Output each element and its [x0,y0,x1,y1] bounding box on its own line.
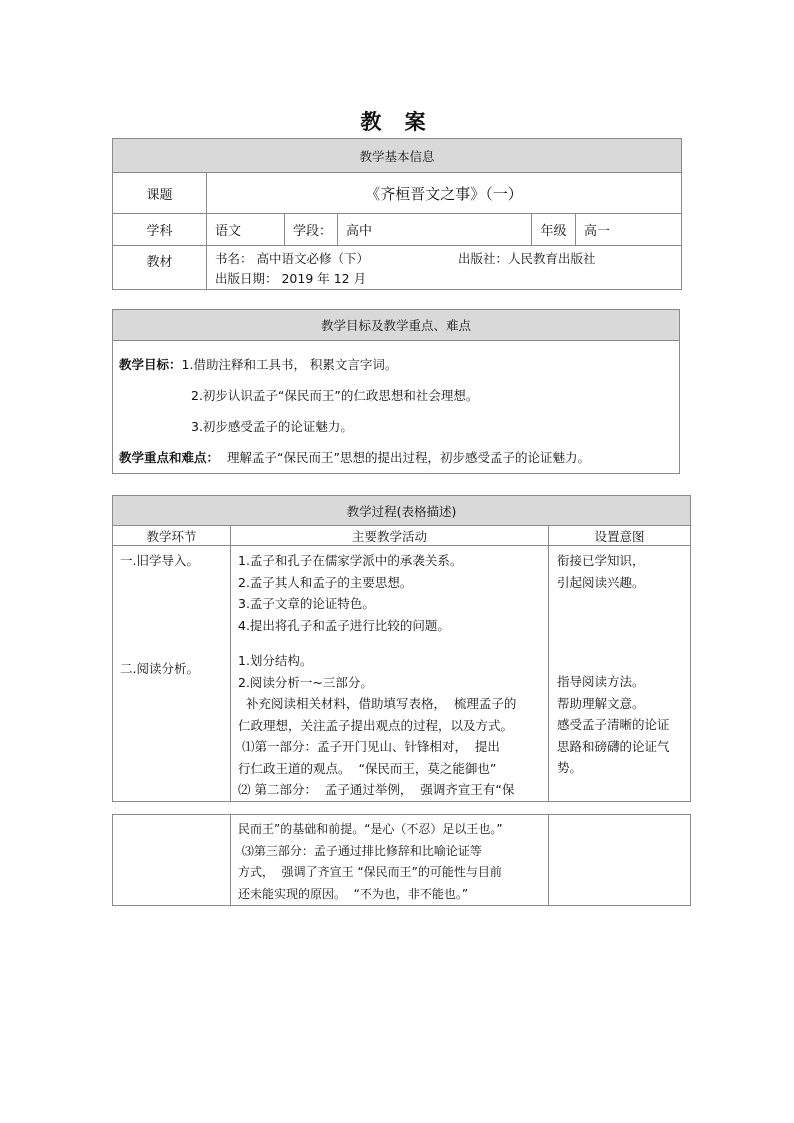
activity-line: 4.提出将孔子和孟子进行比较的问题。 [238,617,450,633]
activity-line: ⑶第三部分：孟子通过排比修辞和比喻论证等 [238,843,482,858]
activity-line: 3.孟子文章的论证特色。 [238,596,375,611]
stage-cell [113,546,231,802]
subject-value: 语文 [207,214,285,246]
col-intent-header: 设置意图 [549,526,691,546]
intent-line: 指导阅读方法。 [557,674,645,689]
basic-info-header: 教学基本信息 [113,139,682,173]
goal-1: 1.借助注释和工具书， 积累文言字词。 [181,357,398,372]
stage-value: 高中 [338,214,532,246]
continued-activities [238,819,548,905]
pub-date: 出版日期： 2019 年 12 月 [215,271,367,286]
page-title: 教 案 [360,110,434,134]
col-activity-header: 主要教学活动 [231,526,549,546]
goals-label: 教学目标： [119,357,182,372]
activities-2 [238,650,548,801]
activity-line: 补充阅读相关材料，借助填写表格， 梳理孟子的 [238,696,517,711]
intent-1 [557,550,690,593]
intent-line: 引起阅读兴趣。 [557,574,645,590]
activity-line: 2.阅读分析一~三部分。 [238,674,373,690]
continued-activity-cell [231,815,549,906]
topic-value: 《齐桓晋文之事》（一） [207,173,682,214]
intent-2 [557,671,690,779]
activities-1 [238,550,548,636]
process-table [112,495,691,802]
publisher: 出版社：人民教育出版社 [458,251,596,266]
activity-line: 民而王”的基础和前提。“是心（不忍）足以王也。” [238,822,503,836]
goal-2: 2.初步认识孟子“保民而王”的仁政思想和社会理想。 [191,388,479,403]
continued-stage-cell [113,815,231,906]
activity-line: 2.孟子其人和孟子的主要思想。 [238,574,413,590]
activity-line: ⑵ 第二部分： 孟子通过举例， 强调齐宣王有“保 [238,782,515,797]
activity-line: 还未能实现的原因。 “不为也，非不能也。” [238,886,469,901]
focus-text: 理解孟子“保民而王”思想的提出过程，初步感受孟子的论证魅力。 [227,450,590,465]
objectives-table [112,309,680,474]
intent-cell [549,546,691,802]
intent-line: 帮助理解文意。 [557,695,645,711]
subject-label: 学科 [113,214,207,246]
process-header: 教学过程(表格描述) [113,496,691,526]
topic-label: 课题 [113,173,207,214]
intent-line: 思路和磅礴的论证气 [557,738,670,754]
activity-line: ⑴第一部分：孟子开门见山、针锋相对， 提出 [238,739,500,754]
grade-label: 年级 [532,214,576,246]
activity-line: 行仁政王道的观点。 “保民而王，莫之能御也” [238,760,497,776]
process-continued-table [112,814,691,906]
activity-line: 方式， 强调了齐宣王 “保民而王”的可能性与目前 [238,865,502,879]
grade-value: 高一 [576,214,682,246]
activity-line: 仁政理想，关注孟子提出观点的过程，以及方式。 [238,717,514,733]
objectives-body [113,341,680,474]
objectives-header: 教学目标及教学重点、难点 [113,310,680,341]
intent-line: 势。 [557,760,583,775]
intent-line: 衔接已学知识， [557,553,645,568]
basic-info-table [112,138,682,290]
stage-1: 一.旧学导入。 [120,553,199,568]
stage-label: 学段： [285,214,338,246]
goal-3: 3.初步感受孟子的论证魅力。 [191,419,353,434]
book-name: 书名： 高中语文必修（下） [215,251,369,266]
continued-intent-cell [549,815,691,906]
col-stage-header: 教学环节 [113,526,231,546]
textbook-info [207,246,682,290]
activity-line: 1.孟子和孔子在儒家学派中的承袭关系。 [238,553,463,568]
focus-label: 教学重点和难点： [119,450,220,465]
intent-line: 感受孟子清晰的论证 [557,717,670,732]
activity-cell [231,546,549,802]
textbook-label: 教材 [113,246,207,290]
stage-2: 二.阅读分析。 [120,660,199,676]
activity-line: 1.划分结构。 [238,653,313,668]
